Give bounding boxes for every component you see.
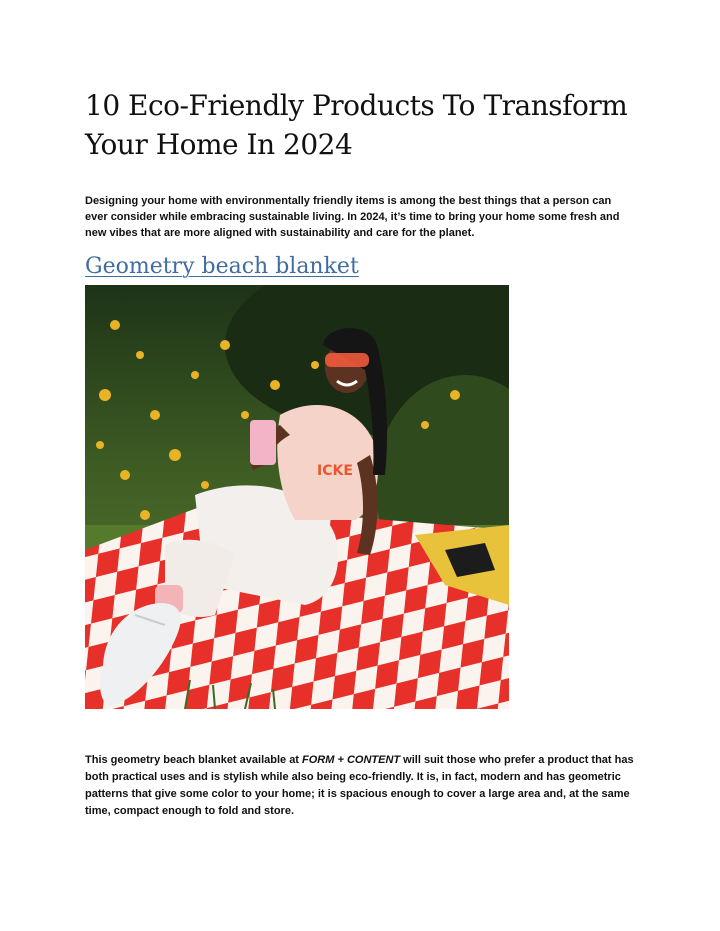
article-intro: Designing your home with environmentally friendly items is among the best things that a person can ever consider while embracing sustainable living. In 2024, it’s time to bring your home some fresh and new vibes that are more aligned with sustainability and care for the planet. [85, 195, 620, 239]
section-heading-link[interactable]: Geometry beach blanket [85, 254, 359, 279]
article-title: 10 Eco-Friendly Products To Transform Your Home In 2024 [85, 89, 628, 161]
beach-blanket-photo [85, 285, 509, 709]
svg-text:ICKE: ICKE [317, 463, 353, 479]
paragraph-before: This geometry beach blanket available at [85, 754, 303, 766]
brand-name: FORM + CONTENT [302, 754, 401, 766]
section-paragraph [85, 752, 635, 820]
paragraph-after: will suit those who prefer a product that has both practical uses and is stylish while also being eco-friendly. It is, in fact, modern and has geometric patterns that give some color to your home; it is spacious enough to cover a large area and, at the same time, compact enough to fold and store. [85, 754, 634, 817]
